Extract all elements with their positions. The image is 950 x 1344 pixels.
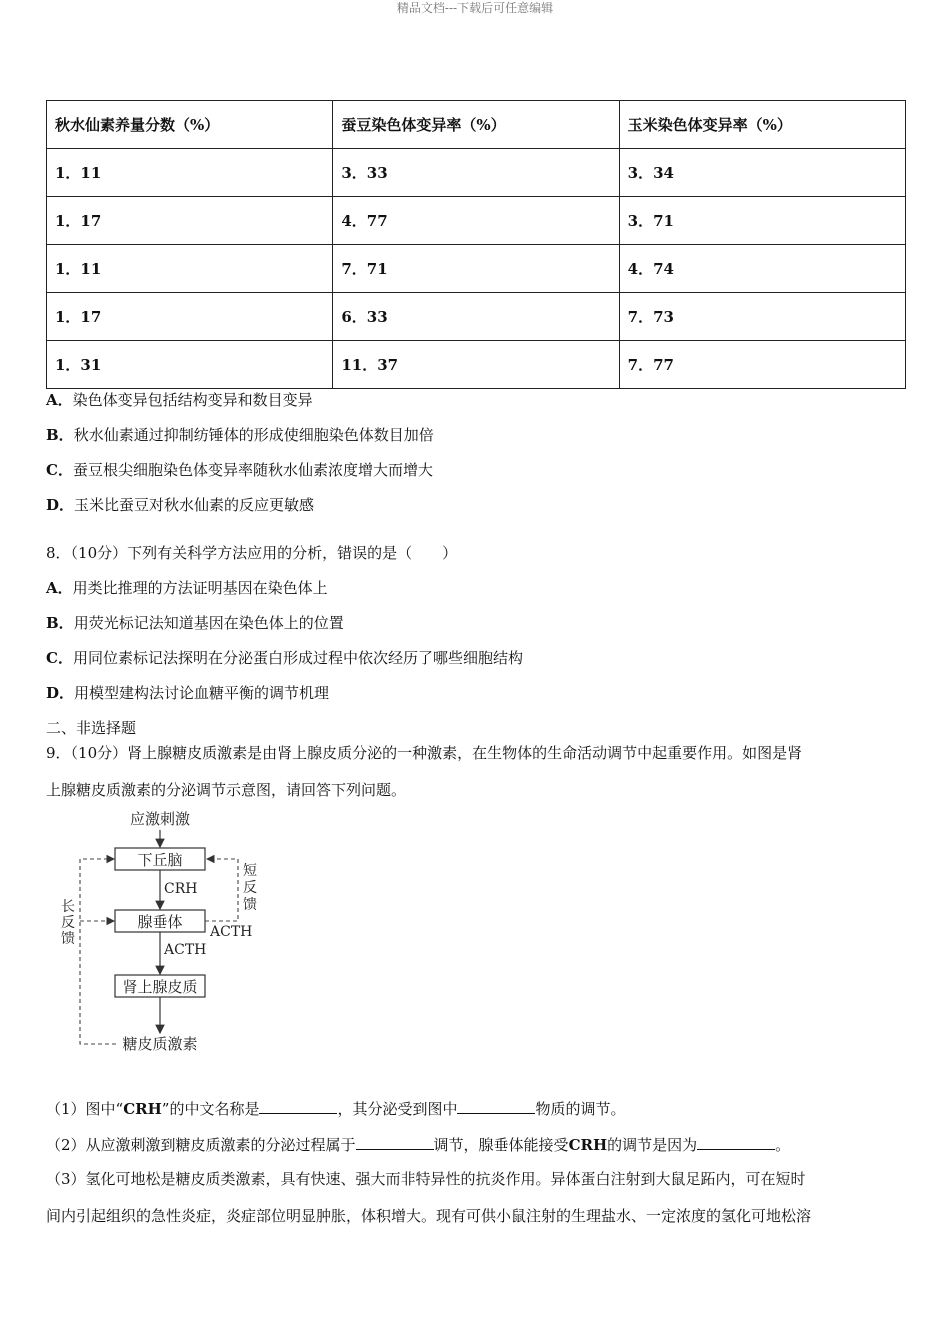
q9-part3-line2: 间内引起组织的急性炎症，炎症部位明显肿胀，体积增大。现有可供小鼠注射的生理盐水、一定浓度的氢化可地松溶	[46, 1207, 812, 1225]
table-cell: 1．31	[47, 341, 333, 389]
pituitary-label: 腺垂体	[137, 913, 183, 931]
option-text: 蚕豆根尖细胞染色体变异率随秋水仙素浓度增大而增大	[72, 461, 433, 479]
table-row	[47, 245, 906, 293]
answer-blank[interactable]	[697, 1134, 775, 1150]
option-letter: B．	[46, 614, 74, 632]
option-text: 用类比推理的方法证明基因在染色体上	[72, 579, 328, 597]
option-text: 用荧光标记法知道基因在染色体上的位置	[73, 614, 344, 632]
feedback-diagram	[50, 808, 280, 1058]
short-feedback-line	[205, 859, 238, 921]
text-segment: （1）图中“	[46, 1100, 124, 1118]
table-header-cell: 蚕豆染色体变异率（%）	[333, 101, 619, 149]
table-cell: 7．73	[619, 293, 905, 341]
text-segment: 的调节是因为	[607, 1136, 698, 1154]
table-cell: 1．17	[47, 293, 333, 341]
q9-stem-line2: 上腺糖皮质激素的分泌调节示意图，请回答下列问题。	[46, 781, 407, 799]
option-letter: D．	[46, 496, 75, 514]
text-segment: 。	[775, 1136, 791, 1154]
table-cell: 6．33	[333, 293, 619, 341]
q9-stem-line1: 9．（10分）肾上腺糖皮质激素是由肾上腺皮质分泌的一种激素，在生物体的生命活动调节中起重要作用。如图是肾	[46, 744, 803, 762]
long-feedback-line	[80, 859, 116, 1044]
text-segment: CRH	[123, 1100, 162, 1118]
table-header-cell: 秋水仙素养量分数（%）	[47, 101, 333, 149]
long-feedback-char: 长	[61, 899, 75, 915]
option-letter: C．	[46, 649, 73, 667]
table-row	[47, 149, 906, 197]
q8-option-d	[46, 683, 329, 703]
table-cell: 7．77	[619, 341, 905, 389]
table-row	[47, 197, 906, 245]
q7-option-a	[46, 390, 313, 410]
q8-option-a	[46, 578, 328, 598]
option-letter: B．	[46, 426, 74, 444]
table-cell: 1．11	[47, 245, 333, 293]
table-cell: 3．33	[333, 149, 619, 197]
text-segment: CRH	[568, 1136, 608, 1154]
table-cell: 1．17	[47, 197, 333, 245]
hypothalamus-label: 下丘脑	[137, 851, 183, 869]
q7-option-d	[46, 495, 314, 515]
adrenal-label: 肾上腺皮质	[122, 978, 198, 996]
option-text: 染色体变异包括结构变异和数目变异	[72, 391, 313, 409]
page-header: 精品文档---下载后可任意编辑	[396, 1, 554, 15]
q9-part3-line1: （3）氢化可地松是糖皮质类激素，具有快速、强大而非特异性的抗炎作用。异体蛋白注射到大鼠足跖内，可在短时	[46, 1170, 806, 1188]
q7-option-b	[46, 425, 434, 445]
table-row	[47, 293, 906, 341]
q9-part1	[46, 1098, 626, 1119]
text-segment: （2）从应激刺激到糖皮质激素的分泌过程属于	[46, 1136, 356, 1154]
option-letter: D．	[46, 684, 75, 702]
option-text: 秋水仙素通过抑制纺锤体的形成使细胞染色体数目加倍	[73, 426, 434, 444]
stimulus-label: 应激刺激	[129, 810, 191, 828]
table-header-cell: 玉米染色体变异率（%）	[619, 101, 905, 149]
acth-label: ACTH	[164, 942, 207, 958]
text-segment: 调节，腺垂体能接受	[433, 1136, 569, 1154]
q8-option-c	[46, 648, 523, 668]
table-cell: 3．71	[619, 197, 905, 245]
q7-option-c	[46, 460, 433, 480]
q8-stem: 8．（10分）下列有关科学方法应用的分析，错误的是（ ）	[46, 544, 458, 562]
table-cell: 4．74	[619, 245, 905, 293]
section-title: 二、非选择题	[46, 719, 137, 737]
table-cell: 4．77	[333, 197, 619, 245]
answer-blank[interactable]	[259, 1098, 337, 1114]
q9-part2	[46, 1134, 790, 1155]
long-feedback-char: 馈	[61, 931, 75, 947]
option-text: 玉米比蚕豆对秋水仙素的反应更敏感	[74, 496, 315, 514]
long-feedback-char: 反	[61, 915, 75, 931]
q8-option-b	[46, 613, 344, 633]
acth-side-label: ACTH	[210, 924, 253, 940]
table-cell: 7．71	[333, 245, 619, 293]
text-segment: ”的中文名称是	[161, 1100, 260, 1118]
answer-blank[interactable]	[457, 1098, 535, 1114]
short-feedback-char: 短	[243, 863, 257, 879]
table-cell: 3．34	[619, 149, 905, 197]
table-cell: 11．37	[333, 341, 619, 389]
table-cell: 1．11	[47, 149, 333, 197]
short-feedback-char: 反	[243, 880, 257, 896]
hormone-label: 糖皮质激素	[122, 1035, 198, 1053]
short-feedback-char: 馈	[243, 897, 257, 913]
data-table	[46, 100, 906, 389]
option-text: 用同位素标记法探明在分泌蛋白形成过程中依次经历了哪些细胞结构	[72, 649, 523, 667]
table-header-row	[47, 101, 906, 149]
option-letter: C．	[46, 461, 73, 479]
table-row	[47, 341, 906, 389]
crh-label: CRH	[164, 881, 198, 897]
option-letter: A．	[46, 391, 73, 409]
answer-blank[interactable]	[356, 1134, 434, 1150]
option-text: 用模型建构法讨论血糖平衡的调节机理	[74, 684, 330, 702]
text-segment: ，其分泌受到图中	[337, 1100, 458, 1118]
option-letter: A．	[46, 579, 73, 597]
text-segment: 物质的调节。	[535, 1100, 626, 1118]
